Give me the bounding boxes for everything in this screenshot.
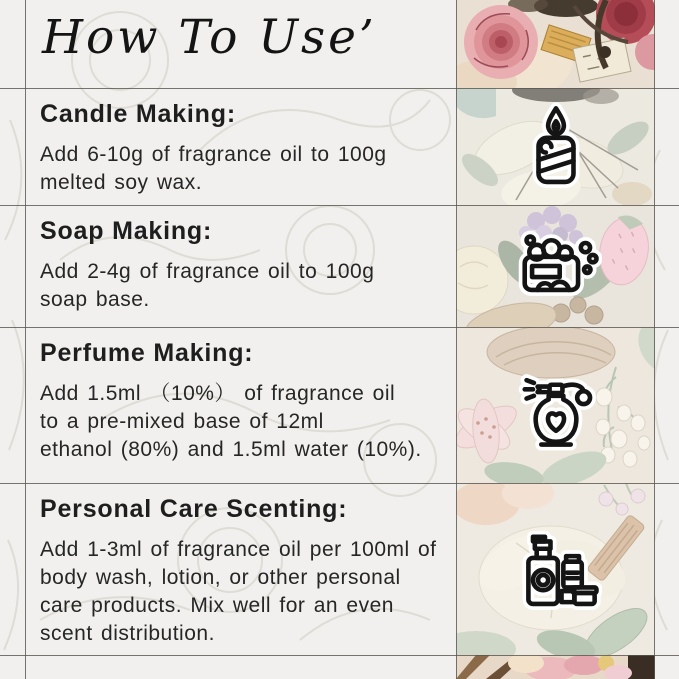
divider-bottom [0,655,679,656]
personal-care-body: Add 1-3ml of fragrance oil per 100ml of body wash, lotion, or other personal care products. Mix well for an even scent distribution. [40,538,437,645]
middle-border-line [456,0,457,679]
bottom-roses-illustration [456,655,655,679]
perfume-icon [510,359,602,451]
personal-care-panel-illustration [456,483,655,655]
page-title: How To Use’ [42,10,377,65]
left-border-line [25,0,26,679]
candle-panel-illustration [456,88,655,205]
right-border-line [654,0,655,679]
section-personal-care-scenting [0,483,679,655]
divider-title [0,88,679,89]
perfume-making-heading: Perfume Making: [40,339,254,367]
personal-care-heading: Personal Care Scenting: [40,495,348,523]
section-candle-making [0,88,679,205]
divider-perfume-personal [0,483,679,484]
soap-icon [510,220,602,312]
perfume-making-body: Add 1.5ml （10%） of fragrance oil to a pre-mixed base of 12ml ethanol (80%) and 1.5ml water (10%). [40,382,422,461]
roses-illustration [456,0,655,88]
candle-making-body: Add 6-10g of fragrance oil to 100g melted soy wax. [40,143,387,194]
candle-making-heading: Candle Making: [40,100,236,128]
candle-icon [510,101,602,193]
divider-candle-soap [0,205,679,206]
soap-making-body: Add 2-4g of fragrance oil to 100g soap base. [40,260,375,311]
divider-soap-perfume [0,327,679,328]
bottom-band [0,655,679,679]
title-row [0,0,679,88]
personal-care-icon [510,523,602,615]
perfume-panel-illustration [456,327,655,483]
soap-panel-illustration [456,205,655,327]
section-soap-making [0,205,679,327]
soap-making-heading: Soap Making: [40,217,213,245]
section-perfume-making [0,327,679,483]
